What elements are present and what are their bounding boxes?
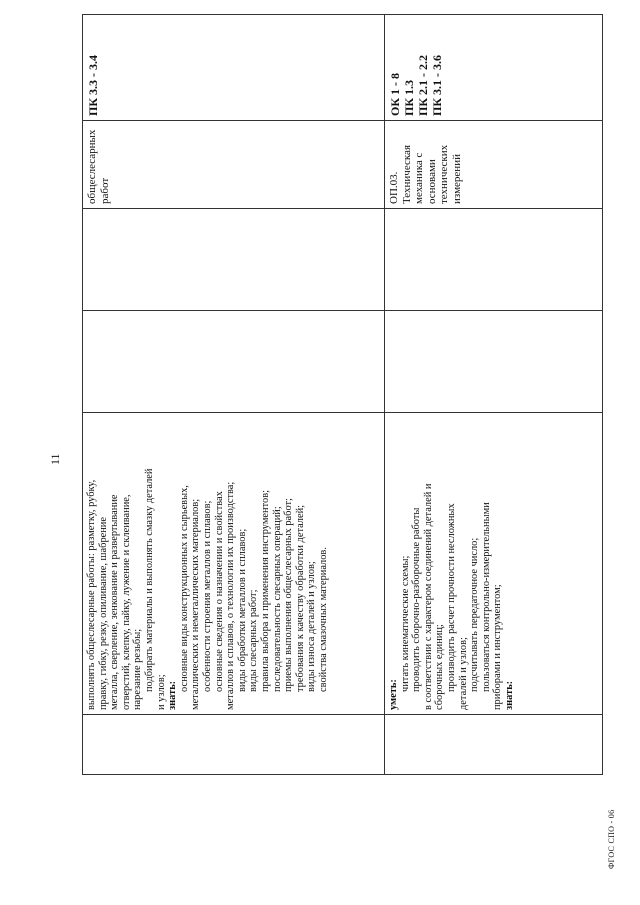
cell-subject [83, 121, 385, 209]
know-label: знать: [503, 680, 515, 710]
cell-hours-total [385, 311, 603, 413]
text-line: проводить сборочно-разборочные работы [411, 507, 423, 692]
table-row [385, 15, 603, 775]
text-line: деталей и узлов; [457, 637, 469, 710]
subject-line: ОП.03. Техническая [388, 144, 413, 204]
requirements-text [83, 413, 329, 714]
text-line: сборочных единиц; [434, 624, 446, 710]
cell-requirements [385, 413, 603, 715]
know-label: знать: [167, 680, 179, 710]
text-line: читать кинематические схемы; [399, 555, 411, 692]
text-line: металлических и неметаллических материалов; [190, 498, 202, 710]
text-line: подсчитывать передаточное число; [469, 537, 481, 692]
competency-code: ПК 3.1 - 3.6 [430, 54, 444, 116]
subject-name: общеслесарных работ [86, 129, 111, 204]
text-line: последовательность слесарных операций; [271, 506, 283, 692]
table-row [83, 15, 385, 775]
subject-name [385, 121, 463, 208]
subject-line: технических измерений [438, 144, 463, 204]
text-line: правила выбора и применения инструментов; [259, 490, 271, 692]
cell-requirements [83, 413, 385, 715]
text-line: требования к качеству обработки деталей; [294, 504, 306, 692]
competency-code: ПК 2.1 - 2.2 [416, 54, 430, 116]
text-line: в соответствии с характером соединений деталей и [422, 483, 434, 710]
competency-code: ПК 3.3 - 3.4 [86, 54, 100, 116]
text-line: виды слесарных работ; [248, 589, 260, 692]
cell-hours-total [83, 311, 385, 413]
text-line: правку, гибку, резку, опиливание, шабрение [97, 517, 109, 710]
text-line: нарезание резьбы; [132, 628, 144, 710]
text-line: приборами и инструментом; [492, 584, 504, 710]
cell-index [83, 715, 385, 775]
text-line: отверстий, клепку, пайку, лужение и склеивание, [120, 494, 132, 710]
text-line: особенности строения металлов и сплавов; [201, 500, 213, 692]
cell-index [385, 715, 603, 775]
competency-list [83, 15, 100, 120]
competency-code: ОК 1 - 8 [388, 72, 402, 116]
cell-subject [385, 121, 603, 209]
competency-list [385, 15, 444, 120]
text-line: виды износа деталей и узлов; [306, 561, 318, 692]
curriculum-table [82, 14, 603, 775]
text-line: виды обработки металлов и сплавов; [236, 528, 248, 692]
cell-hours-required [385, 209, 603, 311]
text-line: основные виды конструкционных и сырьевых, [178, 485, 190, 692]
text-line: свойства смазочных материалов. [317, 547, 329, 692]
text-line: основные сведения о назначении и свойствах [213, 491, 225, 692]
text-line: производить расчет прочности несложных [445, 503, 457, 692]
text-line: металлов и сплавов, о технологии их производства; [225, 481, 237, 710]
cell-hours-required [83, 209, 385, 311]
able-label: уметь: [388, 679, 399, 710]
text-line: выполнять общеслесарные работы: разметку, рубку, [86, 479, 97, 710]
footer-code: ФГОС СПО - 06 [607, 809, 616, 869]
page-number: 11 [48, 453, 62, 465]
cell-competencies [385, 15, 603, 121]
text-line: приемы выполнения общеслесарных работ; [283, 498, 295, 692]
requirements-text [385, 413, 516, 714]
cell-competencies [83, 15, 385, 121]
text-line: и узлов; [155, 674, 167, 710]
competency-code: ПК 1.3 [402, 79, 416, 116]
subject-line: механика с основами [413, 152, 438, 204]
text-line: подбирать материалы и выполнять смазку деталей [143, 468, 155, 692]
text-line: металла, сверление, зенкование и развертывание [109, 494, 121, 710]
text-line: пользоваться контрольно-измерительными [480, 502, 492, 692]
